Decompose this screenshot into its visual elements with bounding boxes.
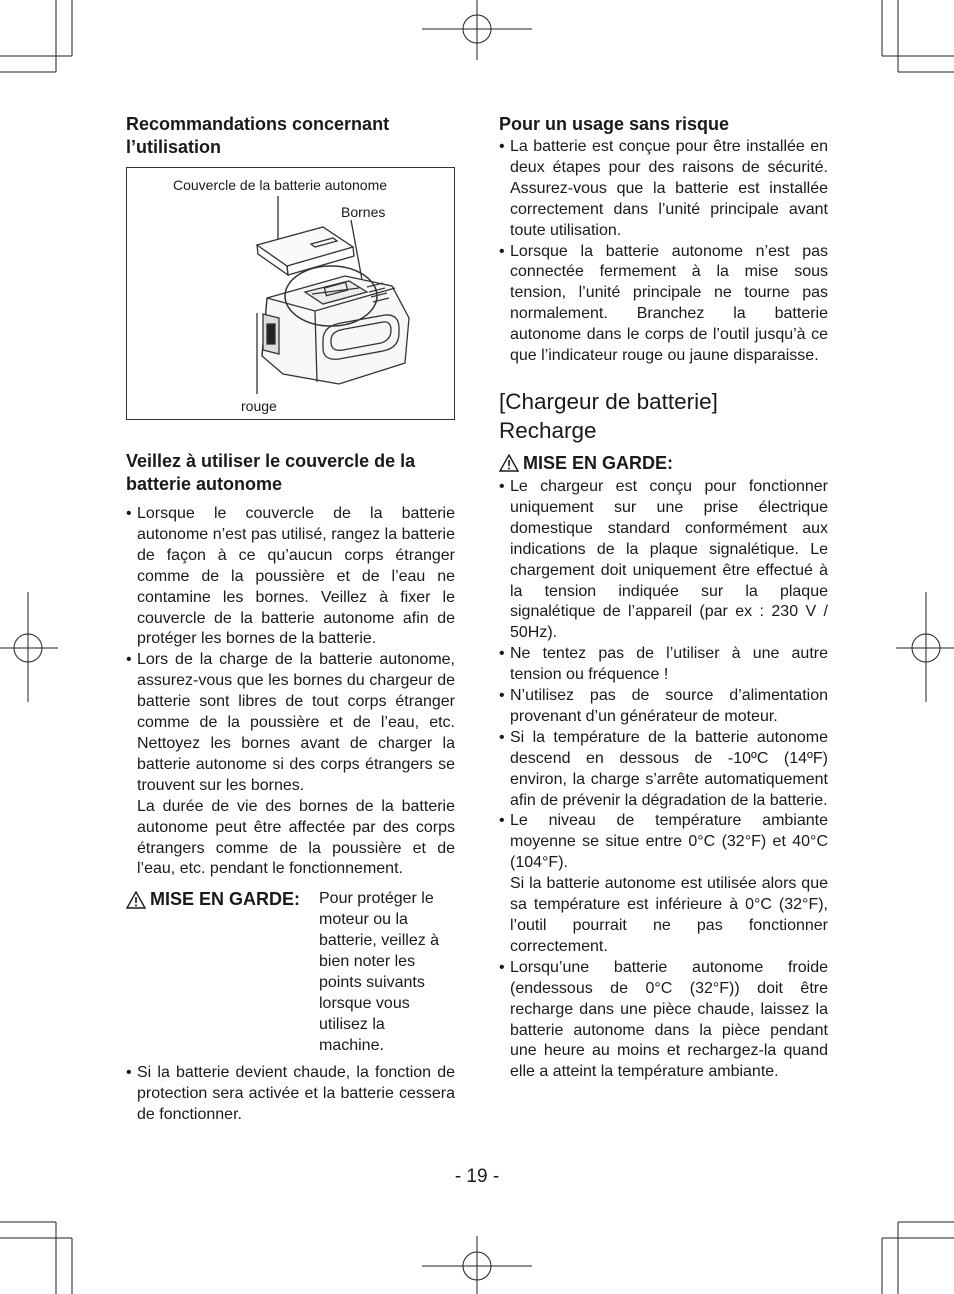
- bullet-text: Lorsque le couvercle de la batterie autonome n’est pas utilisé, rangez la batterie de façon à ce qu’aucun corps étranger comme de la poussière et de l’eau ne contamine les bornes. Veillez à fixer le couvercle de la batterie autonome afin de protéger les bornes de la batterie.: [137, 505, 455, 648]
- section-title: [499, 387, 828, 445]
- caution-label: MISE EN GARDE:: [523, 452, 674, 473]
- bullet-text: • Le niveau de température ambiante moyenne se situe entre 0°C (32°F) et 40°C (104°F).: [510, 812, 828, 872]
- figure-label-terminals: Bornes: [341, 204, 386, 220]
- list-item: [499, 811, 828, 957]
- caution-block: [126, 888, 455, 1059]
- charger-caution-bullet-list: [499, 477, 828, 1083]
- bullet-text: Si la batterie devient chaude, la fonction de protection sera activée et la batterie cessera de fonctionner.: [137, 1064, 455, 1124]
- list-item: [126, 1063, 455, 1126]
- bullet-text: Le chargeur est conçu pour fonctionner uniquement sur une prise électrique domestique standard conformément aux indications de la plaque signalétique. Le chargement doit uniquement être effectué à la tension indiquée sur la plaque signalétique de l’appareil (par ex : 230 V / 50Hz).: [510, 477, 828, 642]
- figure-label-red: rouge: [241, 398, 277, 414]
- bullet-text: Ne tentez pas de l’utiliser à une autre tension ou fréquence !: [510, 645, 828, 684]
- warning-triangle-icon: [126, 891, 146, 909]
- list-item: [126, 650, 455, 880]
- bullet-text: Lorsque la batterie autonome n’est pas connectée fermement à la mise sous tension, l’unité principale ne tourne pas normalement. Branchez la batterie autonome dans le corps de l’outil jusqu’à ce que l’indicateur rouge ou jaune disparaisse.: [510, 242, 828, 365]
- heading-use-battery-cover: Veillez à utiliser le couvercle de la batterie autonome: [126, 451, 416, 494]
- bullet-text-extra: Si la batterie autonome est utilisée alors que sa température est inférieure à 0°C (32°F), l’outil pourrait ne pas fonctionner correctement.: [510, 875, 828, 955]
- caution-heading: [126, 888, 300, 911]
- battery-figure: [126, 167, 455, 420]
- list-item: [126, 504, 455, 650]
- warning-triangle-icon: [499, 454, 519, 472]
- heading-safe-use: Pour un usage sans risque: [499, 114, 730, 134]
- cover-bullet-list: [126, 504, 455, 880]
- caution-bullet-list: [126, 1063, 455, 1126]
- right-column: [499, 113, 828, 1083]
- caution-heading: [499, 452, 828, 475]
- caution-text: Pour protéger le moteur ou la batterie, veillez à bien noter les points suivants lorsque vous utilisez la machine.: [319, 890, 440, 1054]
- bullet-text: La batterie est conçue pour être installée en deux étapes pour des raisons de sécurité. Assurez-vous que la batterie est installée correctement dans l’unité principale avant toute utilisation.: [510, 138, 828, 239]
- heading-usage-recommendations: Recommandations concernant l’utilisation: [126, 114, 390, 157]
- list-item: [499, 137, 828, 242]
- section-title-line1: [Chargeur de batterie]: [499, 388, 718, 414]
- list-item: [499, 242, 828, 367]
- battery-illustration: [127, 168, 454, 419]
- bullet-text: Si la température de la batterie autonome descend en dessous de -10ºC (14ºF) environ, la charge s’arrête automatiquement afin de prévenir la dégradation de la batterie.: [510, 728, 828, 809]
- figure-label-cover: Couvercle de la batterie autonome: [173, 177, 388, 193]
- list-item: [499, 728, 828, 812]
- list-item: [499, 686, 828, 728]
- bullet-text-extra: La durée de vie des bornes de la batterie autonome peut être affectée par des corps étrangers comme de la poussière et de l’eau, etc. pendant le fonctionnement.: [137, 797, 455, 878]
- section-title-line2: Recharge: [499, 417, 597, 443]
- page-number: - 19 -: [454, 1166, 500, 1187]
- list-item: [499, 958, 828, 1083]
- list-item: [499, 477, 828, 644]
- left-column: [126, 113, 455, 1126]
- bullet-text: Lorsqu’une batterie autonome froide (endessous de 0°C (32°F)) doit être recharge dans une pièce chaude, laissez la batterie autonome dans la pièce pendant une heure au moins et rechargez-la quand elle a atteint la température ambiante.: [510, 958, 828, 1081]
- bullet-text: • Lors de la charge de la batterie autonome, assurez-vous que les bornes du chargeur de batterie sont libres de tout corps étranger comme de la poussière et de l’eau, etc. Nettoyez les bornes avant de charger la batterie autonome si des corps étrangers se trouvent sur les bornes.: [137, 651, 455, 794]
- list-item: [499, 644, 828, 686]
- safe-use-bullet-list: [499, 137, 828, 367]
- caution-label: MISE EN GARDE:: [150, 889, 301, 910]
- bullet-text: N’utilisez pas de source d’alimentation provenant d’un générateur de moteur.: [510, 687, 828, 725]
